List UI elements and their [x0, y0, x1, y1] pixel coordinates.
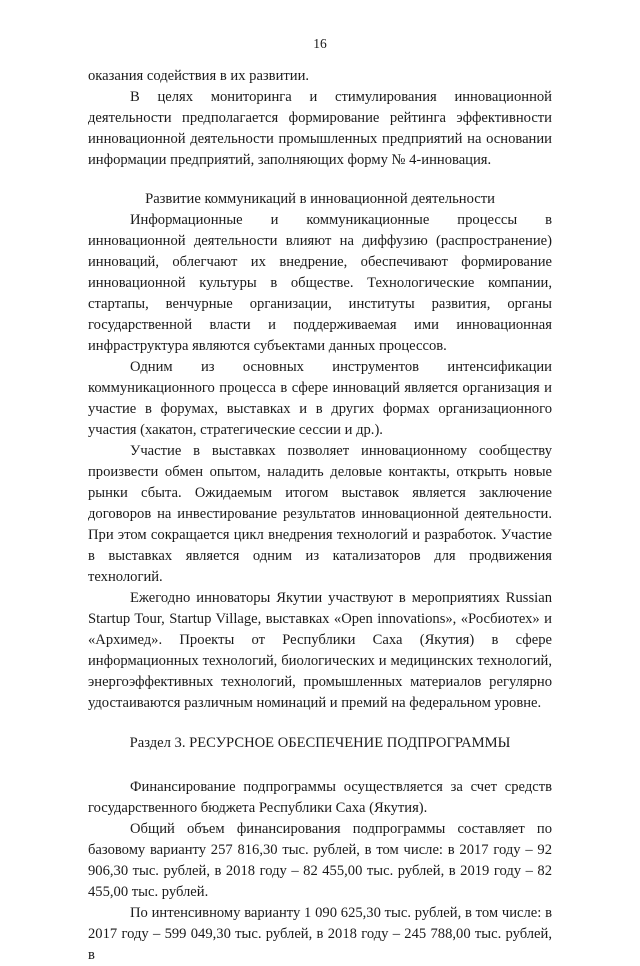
subsection-heading: Развитие коммуникаций в инновационной деятельности — [145, 191, 495, 207]
paragraph-instruments: Одним из основных инструментов интенсификации коммуникационного процесса в сфере инноваций является организация и участие в форумах, выставках и в других формах организационного участия (хакатон, стратегические сессии и др.). — [88, 359, 552, 438]
paragraph-intensive-variant: По интенсивному варианту 1 090 625,30 тыс. рублей, в том числе: в 2017 году – 599 049,30 тыс. рублей, в 2018 году – 245 788,00 тыс. рублей, в — [88, 905, 552, 963]
paragraph-exhibitions: Участие в выставках позволяет инновационному сообществу произвести обмен опытом, наладить деловые контакты, открыть новые рынки сбыта. Ожидаемым итогом выставок является заключение договоров на инвестирование результатов инновационной деятельности. При этом сокращается цикл внедрения технологий и разработок. Участие в выставках является одним из катализаторов для продвижения технологий. — [88, 443, 552, 585]
page-content — [88, 66, 552, 966]
page-number: 16 — [313, 36, 327, 51]
paragraph-base-variant: Общий объем финансирования подпрограммы составляет по базовому варианту 257 816,30 тыс. рублей, в том числе: в 2017 году – 92 906,30 тыс. рублей, в 2018 году – 82 455,00 тыс. рублей, в 2019 году – 82 455,00 тыс. рублей. — [88, 821, 552, 900]
paragraph-monitoring: В целях мониторинга и стимулирования инновационной деятельности предполагается формирование рейтинга эффективности инновационной деятельности промышленных предприятий на основании информации предприятий, заполняющих форму № 4-инновация. — [88, 89, 552, 168]
paragraph-yakutia-events: Ежегодно инноваторы Якутии участвуют в мероприятиях Russian Startup Tour, Startup Village, выставках «Open innovations», «Росбиотех» и «Архимед». Проекты от Республики Саха (Якутия) в сфере информационных технологий, биологических и медицинских технологий, энергоэффективных технологий, промышленных материалов регулярно удостаиваются различным номинаций и премий на федеральном уровне. — [88, 590, 552, 711]
paragraph-financing-source: Финансирование подпрограммы осуществляется за счет средств государственного бюджета Республики Саха (Якутия). — [88, 779, 552, 816]
section-heading: Раздел 3. РЕСУРСНОЕ ОБЕСПЕЧЕНИЕ ПОДПРОГРАММЫ — [129, 735, 511, 751]
paragraph-continuation: оказания содействия в их развитии. — [88, 68, 310, 84]
paragraph-communication-processes: Информационные и коммуникационные процессы в инновационной деятельности влияют на диффузию (распространение) инноваций, облегчают их внедрение, обеспечивают формирование инновационной культуры в обществе. Технологические компании, стартапы, венчурные организации, институты развития, органы государственной власти и поддерживаемая ими инновационная инфраструктура являются субъектами данных процессов. — [88, 212, 552, 354]
